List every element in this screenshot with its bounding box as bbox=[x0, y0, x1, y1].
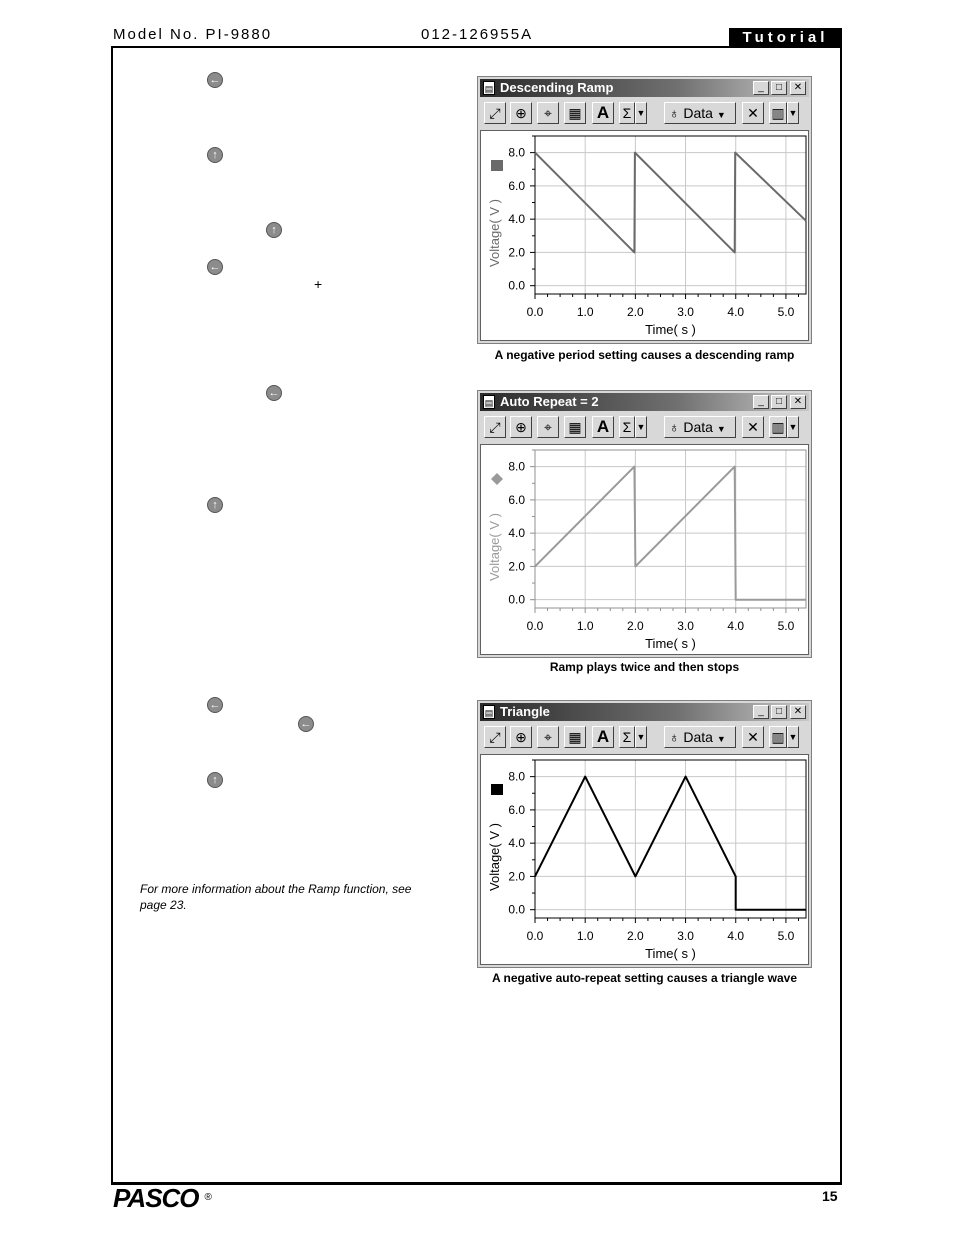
series-line bbox=[535, 153, 806, 253]
zoom-icon[interactable]: ⊕ bbox=[510, 102, 532, 124]
plot-border bbox=[535, 450, 806, 608]
data-dropdown-label: Data bbox=[683, 729, 713, 745]
chevron-down-icon[interactable]: ▼ bbox=[787, 726, 799, 748]
up-arrow-icon: ↑ bbox=[207, 147, 223, 163]
data-drop-icon: ♁ bbox=[669, 105, 680, 121]
graph-window-descending-ramp[interactable] bbox=[477, 76, 812, 344]
close-button[interactable]: ✕ bbox=[790, 395, 806, 409]
y-tick-label: 2.0 bbox=[508, 559, 525, 574]
smart-tool-icon[interactable]: ⌖ bbox=[537, 102, 559, 124]
x-tick-label: 1.0 bbox=[576, 619, 594, 633]
figure-caption: A negative period setting causes a descending ramp bbox=[494, 348, 795, 362]
annotation-icon[interactable]: A bbox=[592, 102, 614, 124]
delete-icon[interactable]: ✕ bbox=[742, 416, 764, 438]
up-arrow-icon: ↑ bbox=[207, 497, 223, 513]
page-number: 15 bbox=[822, 1188, 838, 1204]
x-tick-label: 2.0 bbox=[627, 619, 644, 633]
left-arrow-icon: ← bbox=[207, 259, 223, 275]
delete-icon[interactable]: ✕ bbox=[742, 726, 764, 748]
close-button[interactable]: ✕ bbox=[790, 81, 806, 95]
y-tick-label: 6.0 bbox=[508, 802, 525, 817]
figure-caption: A negative auto-repeat setting causes a triangle wave bbox=[492, 971, 797, 985]
x-axis-label: Time( s ) bbox=[645, 636, 696, 651]
y-tick-label: 4.0 bbox=[508, 836, 525, 851]
window-title: Descending Ramp bbox=[500, 80, 614, 95]
data-dropdown[interactable] bbox=[664, 102, 736, 124]
graph-document-icon: ▤ bbox=[483, 395, 495, 409]
chart-svg bbox=[481, 131, 810, 342]
graph-toolbar bbox=[480, 723, 809, 751]
zoom-icon[interactable]: ⊕ bbox=[510, 416, 532, 438]
calculator-icon[interactable]: ▦ bbox=[564, 726, 586, 748]
graph-settings-icon[interactable]: ▥ bbox=[769, 726, 787, 748]
chevron-down-icon[interactable]: ▼ bbox=[787, 102, 799, 124]
x-tick-label: 4.0 bbox=[727, 619, 745, 633]
plot-border bbox=[535, 136, 806, 294]
chevron-down-icon: ▼ bbox=[716, 734, 726, 744]
minimize-button[interactable]: _ bbox=[753, 395, 769, 409]
autoscale-icon[interactable]: ⤢ bbox=[484, 726, 506, 748]
section-tab: Tutorial bbox=[729, 28, 842, 48]
chart-svg bbox=[481, 445, 810, 656]
annotation-icon[interactable]: A bbox=[592, 416, 614, 438]
legend-marker bbox=[491, 160, 503, 171]
left-arrow-icon: ← bbox=[298, 716, 314, 732]
y-axis-label: Voltage( V ) bbox=[487, 513, 502, 581]
y-tick-label: 4.0 bbox=[508, 212, 525, 227]
pasco-logo: PASCO ® bbox=[113, 1183, 211, 1213]
chevron-down-icon[interactable]: ▼ bbox=[635, 726, 647, 748]
graph-settings-icon[interactable]: ▥ bbox=[769, 416, 787, 438]
y-tick-label: 8.0 bbox=[508, 459, 525, 474]
ramp-function-note: For more information about the Ramp function, see page 23. bbox=[140, 882, 412, 912]
x-tick-label: 5.0 bbox=[777, 929, 795, 943]
annotation-icon[interactable]: A bbox=[592, 726, 614, 748]
graph-area[interactable] bbox=[480, 130, 809, 341]
window-titlebar[interactable] bbox=[480, 393, 809, 411]
data-dropdown-label: Data bbox=[683, 419, 713, 435]
x-tick-label: 4.0 bbox=[727, 929, 745, 943]
graph-area[interactable] bbox=[480, 754, 809, 965]
x-tick-label: 1.0 bbox=[576, 929, 594, 943]
window-title: Triangle bbox=[500, 704, 550, 719]
data-drop-icon: ♁ bbox=[669, 419, 680, 435]
graph-window-triangle[interactable] bbox=[477, 700, 812, 968]
graph-document-icon: ▤ bbox=[483, 705, 495, 719]
y-tick-label: 6.0 bbox=[508, 178, 525, 193]
minimize-button[interactable]: _ bbox=[753, 705, 769, 719]
window-titlebar[interactable] bbox=[480, 703, 809, 721]
y-tick-label: 4.0 bbox=[508, 526, 525, 541]
graph-window-auto-repeat[interactable] bbox=[477, 390, 812, 658]
y-tick-label: 6.0 bbox=[508, 492, 525, 507]
statistics-icon[interactable]: Σ bbox=[619, 102, 635, 124]
minimize-button[interactable]: _ bbox=[753, 81, 769, 95]
graph-area[interactable] bbox=[480, 444, 809, 655]
chevron-down-icon[interactable]: ▼ bbox=[635, 416, 647, 438]
x-axis-label: Time( s ) bbox=[645, 946, 696, 961]
y-tick-label: 8.0 bbox=[508, 145, 525, 160]
x-tick-label: 0.0 bbox=[526, 619, 544, 633]
y-tick-label: 0.0 bbox=[508, 902, 525, 917]
zoom-icon[interactable]: ⊕ bbox=[510, 726, 532, 748]
x-tick-label: 3.0 bbox=[677, 305, 694, 319]
smart-tool-icon[interactable]: ⌖ bbox=[537, 726, 559, 748]
x-tick-label: 3.0 bbox=[677, 929, 694, 943]
statistics-icon[interactable]: Σ bbox=[619, 726, 635, 748]
y-axis-label: Voltage( V ) bbox=[487, 823, 502, 891]
chart-svg bbox=[481, 755, 810, 966]
chevron-down-icon: ▼ bbox=[716, 424, 726, 434]
window-title: Auto Repeat = 2 bbox=[500, 394, 599, 409]
x-tick-label: 1.0 bbox=[576, 305, 594, 319]
chevron-down-icon[interactable]: ▼ bbox=[635, 102, 647, 124]
data-drop-icon: ♁ bbox=[669, 729, 680, 745]
part-number: 012-126955A bbox=[421, 26, 534, 43]
up-arrow-icon: ↑ bbox=[207, 772, 223, 788]
x-tick-label: 3.0 bbox=[677, 619, 694, 633]
delete-icon[interactable]: ✕ bbox=[742, 102, 764, 124]
x-tick-label: 5.0 bbox=[777, 619, 795, 633]
calculator-icon[interactable]: ▦ bbox=[564, 416, 586, 438]
graph-toolbar bbox=[480, 413, 809, 441]
maximize-button[interactable]: □ bbox=[771, 705, 787, 719]
plot-border bbox=[535, 760, 806, 918]
graph-document-icon: ▤ bbox=[483, 81, 495, 95]
y-axis-label: Voltage( V ) bbox=[487, 199, 502, 267]
plus-sign: + bbox=[314, 276, 323, 292]
x-tick-label: 0.0 bbox=[526, 305, 544, 319]
y-tick-label: 0.0 bbox=[508, 278, 525, 293]
data-dropdown-label: Data bbox=[683, 105, 713, 121]
x-tick-label: 0.0 bbox=[526, 929, 544, 943]
autoscale-icon[interactable]: ⤢ bbox=[484, 416, 506, 438]
chevron-down-icon[interactable]: ▼ bbox=[787, 416, 799, 438]
y-tick-label: 2.0 bbox=[508, 245, 525, 260]
chevron-down-icon: ▼ bbox=[716, 110, 726, 120]
x-tick-label: 2.0 bbox=[627, 929, 644, 943]
graph-toolbar bbox=[480, 99, 809, 127]
left-arrow-icon: ← bbox=[207, 697, 223, 713]
data-dropdown[interactable] bbox=[664, 726, 736, 748]
model-number: Model No. PI-9880 bbox=[113, 26, 273, 43]
calculator-icon[interactable]: ▦ bbox=[564, 102, 586, 124]
autoscale-icon[interactable]: ⤢ bbox=[484, 102, 506, 124]
y-tick-label: 0.0 bbox=[508, 592, 525, 607]
x-tick-label: 2.0 bbox=[627, 305, 644, 319]
left-arrow-icon: ← bbox=[266, 385, 282, 401]
legend-marker bbox=[491, 784, 503, 795]
x-tick-label: 5.0 bbox=[777, 305, 795, 319]
window-titlebar[interactable] bbox=[480, 79, 809, 97]
x-axis-label: Time( s ) bbox=[645, 322, 696, 337]
left-arrow-icon: ← bbox=[207, 72, 223, 88]
y-tick-label: 8.0 bbox=[508, 769, 525, 784]
close-button[interactable]: ✕ bbox=[790, 705, 806, 719]
maximize-button[interactable]: □ bbox=[771, 81, 787, 95]
legend-marker bbox=[491, 473, 503, 485]
maximize-button[interactable]: □ bbox=[771, 395, 787, 409]
y-tick-label: 2.0 bbox=[508, 869, 525, 884]
x-tick-label: 4.0 bbox=[727, 305, 745, 319]
graph-settings-icon[interactable]: ▥ bbox=[769, 102, 787, 124]
data-dropdown[interactable] bbox=[664, 416, 736, 438]
statistics-icon[interactable]: Σ bbox=[619, 416, 635, 438]
smart-tool-icon[interactable]: ⌖ bbox=[537, 416, 559, 438]
figure-caption: Ramp plays twice and then stops bbox=[549, 660, 740, 674]
up-arrow-icon: ↑ bbox=[266, 222, 282, 238]
